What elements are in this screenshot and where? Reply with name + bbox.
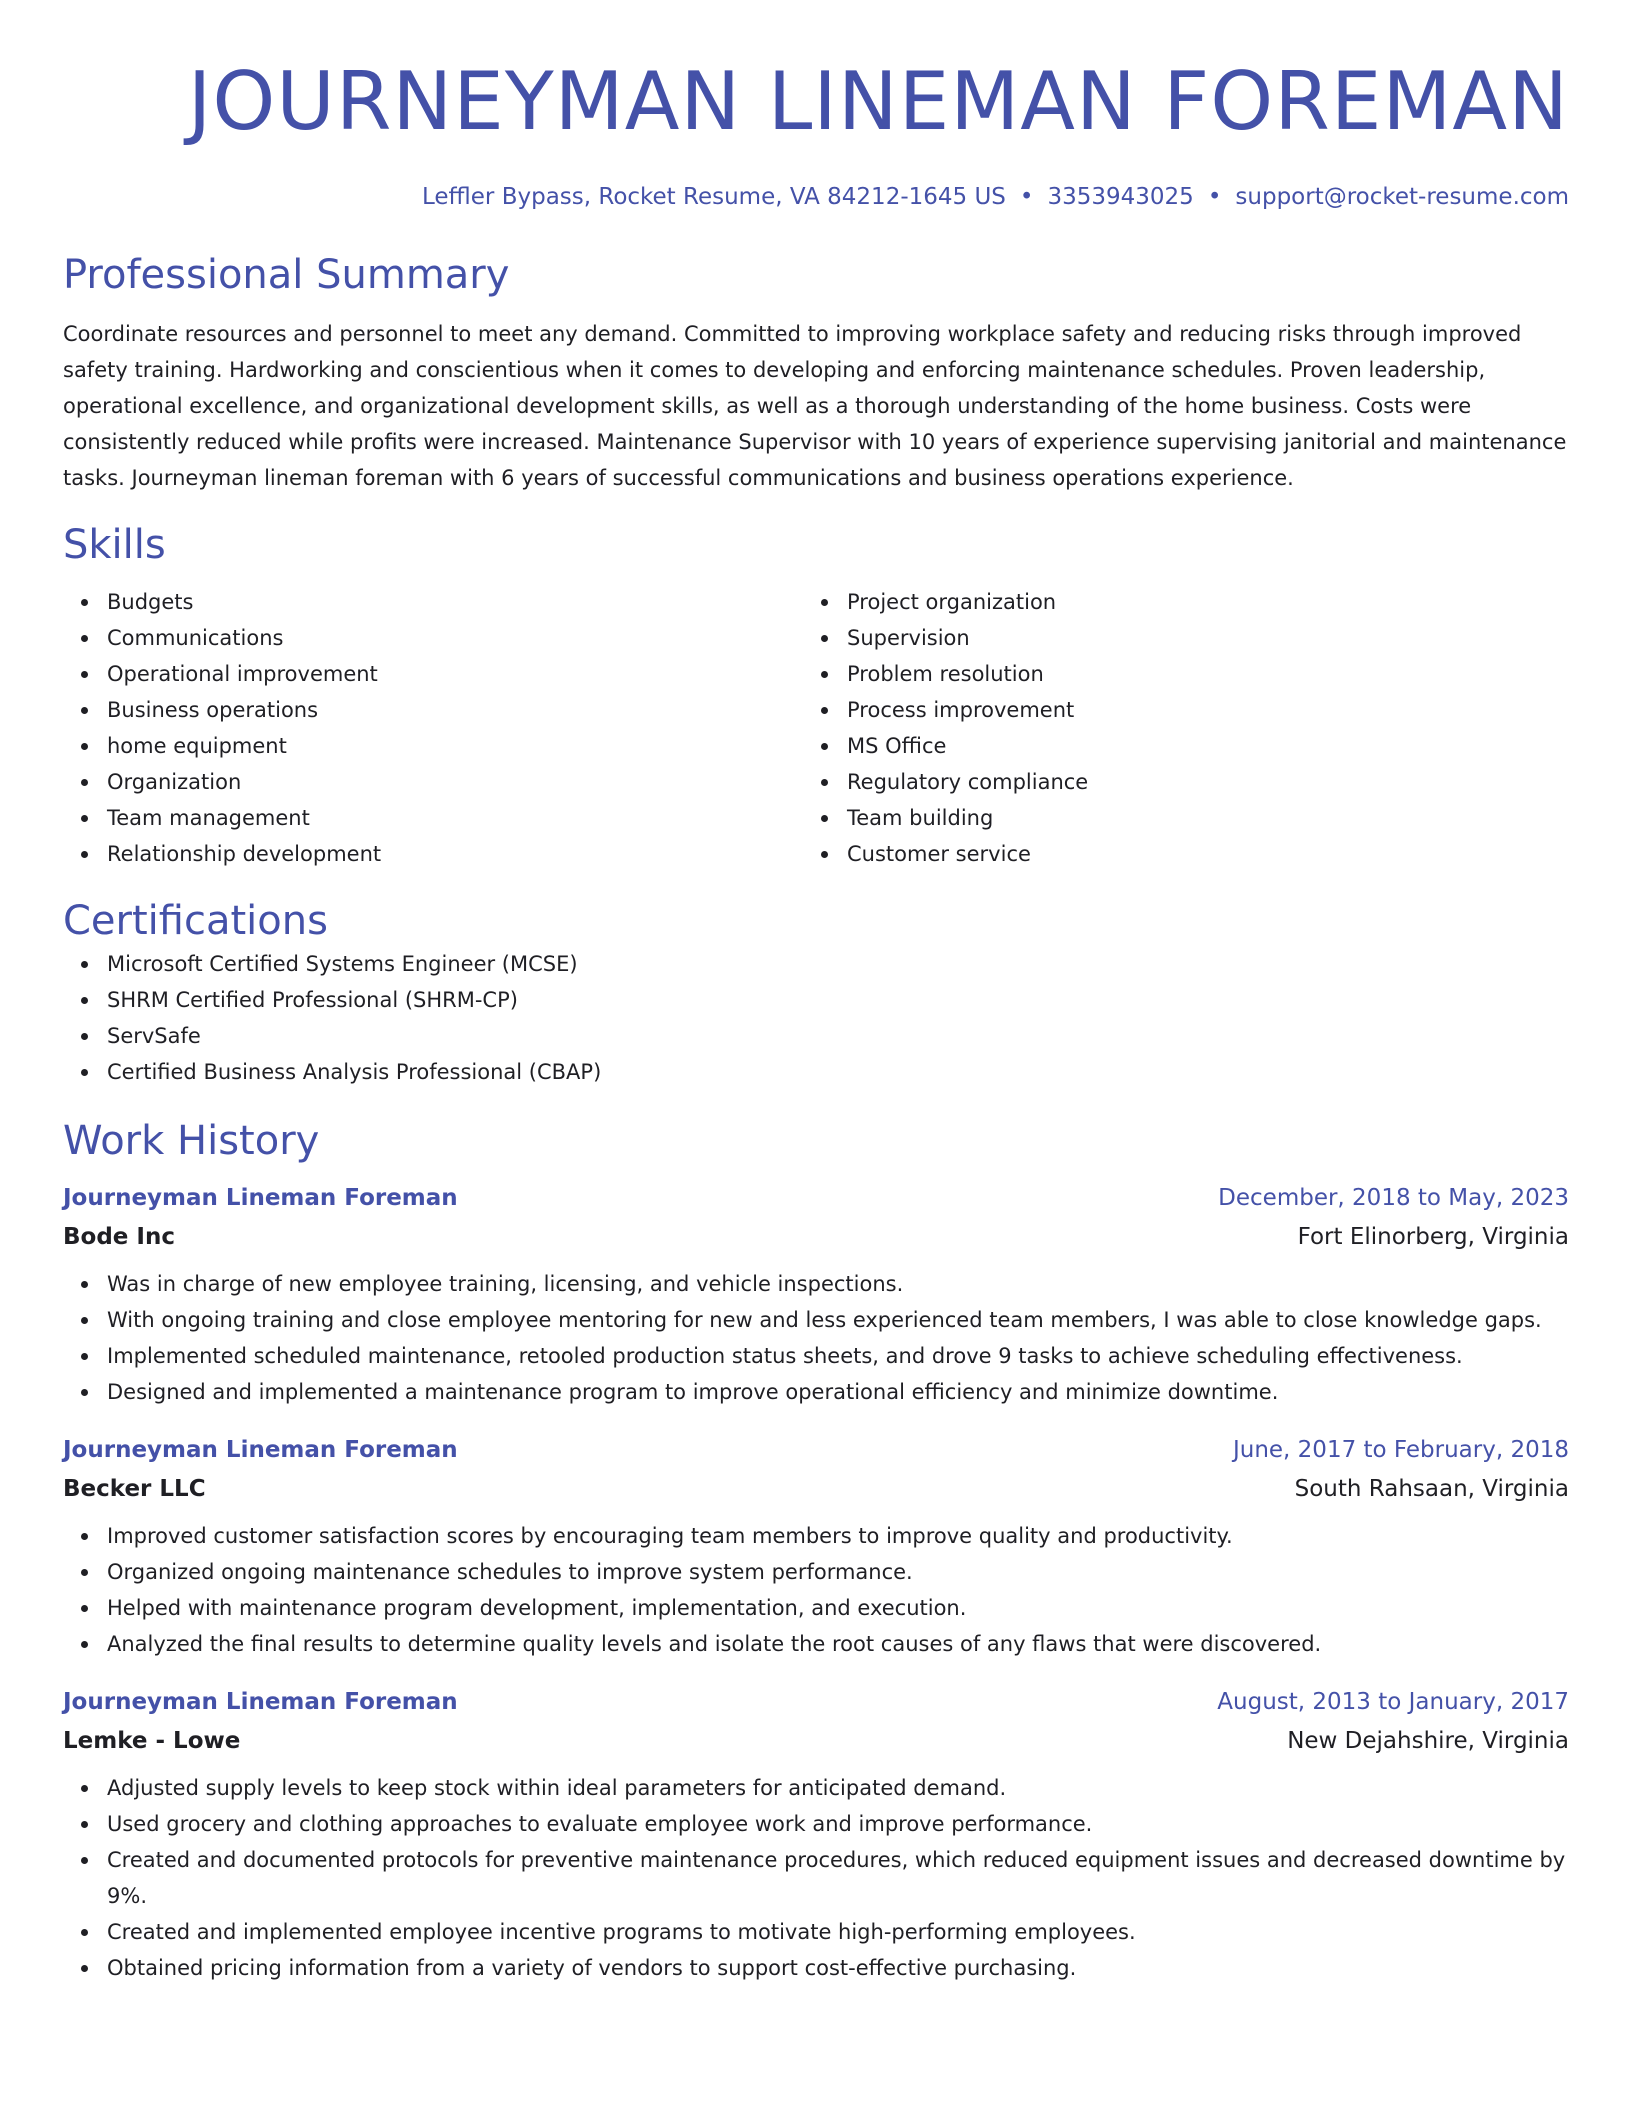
contact-separator: • bbox=[1019, 184, 1034, 210]
job-duty-item: Organized ongoing maintenance schedules to improve system performance. bbox=[107, 1554, 1569, 1590]
job-employer-row bbox=[63, 1468, 1569, 1510]
job-employer-row bbox=[63, 1216, 1569, 1258]
job-duty-item: Used grocery and clothing approaches to evaluate employee work and improve performance. bbox=[107, 1806, 1569, 1842]
certification-item: SHRM Certified Professional (SHRM-CP) bbox=[107, 982, 1569, 1018]
skill-item: Project organization bbox=[847, 584, 1543, 620]
job-duty-item: Created and implemented employee incentive programs to motivate high-performing employees. bbox=[107, 1914, 1569, 1950]
skill-item: Team management bbox=[107, 800, 803, 836]
job-duties-list bbox=[63, 1518, 1569, 1662]
contact-separator: • bbox=[1207, 184, 1222, 210]
job-entry bbox=[63, 1684, 1569, 1986]
candidate-name: JOURNEYMAN LINEMAN FOREMAN bbox=[187, 55, 1569, 148]
job-entry bbox=[63, 1180, 1569, 1410]
skill-item: Communications bbox=[107, 620, 803, 656]
skill-item: MS Office bbox=[847, 728, 1543, 764]
skill-item: Business operations bbox=[107, 692, 803, 728]
skill-item: Team building bbox=[847, 800, 1543, 836]
job-duties-list bbox=[63, 1266, 1569, 1410]
skill-item: Relationship development bbox=[107, 836, 803, 872]
contact-line bbox=[63, 182, 1569, 212]
job-location: South Rahsaan, Virginia bbox=[1294, 1476, 1569, 1502]
job-dates: June, 2017 to February, 2018 bbox=[1232, 1437, 1569, 1463]
skill-item: Problem resolution bbox=[847, 656, 1543, 692]
job-duty-item: Obtained pricing information from a variety of vendors to support cost-effective purchasing. bbox=[107, 1950, 1569, 1986]
skills-heading: Skills bbox=[63, 522, 166, 568]
job-company: Becker LLC bbox=[63, 1476, 206, 1502]
job-title: Journeyman Lineman Foreman bbox=[63, 1689, 458, 1715]
job-header-row bbox=[63, 1180, 1569, 1216]
summary-heading: Professional Summary bbox=[63, 252, 510, 298]
job-duty-item: Implemented scheduled maintenance, retooled production status sheets, and drove 9 tasks to achieve scheduling effectiveness. bbox=[107, 1338, 1569, 1374]
job-duty-item: Analyzed the final results to determine quality levels and isolate the root causes of any flaws that were discovered. bbox=[107, 1626, 1569, 1662]
skills-grid bbox=[63, 584, 1569, 872]
summary-text: Coordinate resources and personnel to meet any demand. Committed to improving workplace safety and reducing risks through improved safety training. Hardworking and conscientious when it comes to developing and enforcing maintenance schedules. Proven leadership, operational excellence, and organizational development skills, as well as a thorough understanding of the home business. Costs were consistently reduced while profits were increased. Maintenance Supervisor with 10 years of experience supervising janitorial and maintenance tasks. Journeyman lineman foreman with 6 years of successful communications and business operations experience. bbox=[63, 322, 1567, 490]
skill-item: Budgets bbox=[107, 584, 803, 620]
job-duty-item: With ongoing training and close employee mentoring for new and less experienced team members, I was able to close knowledge gaps. bbox=[107, 1302, 1569, 1338]
job-duty-item: Created and documented protocols for preventive maintenance procedures, which reduced equipment issues and decreased downtime by 9%. bbox=[107, 1842, 1569, 1914]
job-company: Bode Inc bbox=[63, 1224, 175, 1250]
job-duty-item: Helped with maintenance program development, implementation, and execution. bbox=[107, 1590, 1569, 1626]
job-location: New Dejahshire, Virginia bbox=[1287, 1728, 1569, 1754]
skill-item: Supervision bbox=[847, 620, 1543, 656]
certification-item: ServSafe bbox=[107, 1018, 1569, 1054]
job-company: Lemke - Lowe bbox=[63, 1728, 241, 1754]
certifications-heading: Certifications bbox=[63, 898, 328, 944]
job-title: Journeyman Lineman Foreman bbox=[63, 1185, 458, 1211]
job-dates: August, 2013 to January, 2017 bbox=[1217, 1689, 1569, 1715]
skill-item: Process improvement bbox=[847, 692, 1543, 728]
skill-item: Organization bbox=[107, 764, 803, 800]
job-duty-item: Designed and implemented a maintenance program to improve operational efficiency and minimize downtime. bbox=[107, 1374, 1569, 1410]
job-header-row bbox=[63, 1684, 1569, 1720]
certification-item: Certified Business Analysis Professional (CBAP) bbox=[107, 1054, 1569, 1090]
certification-item: Microsoft Certified Systems Engineer (MCSE) bbox=[107, 946, 1569, 982]
job-entry bbox=[63, 1432, 1569, 1662]
job-dates: December, 2018 to May, 2023 bbox=[1218, 1185, 1569, 1211]
job-duty-item: Adjusted supply levels to keep stock within ideal parameters for anticipated demand. bbox=[107, 1770, 1569, 1806]
contact-email: support@rocket-resume.com bbox=[1235, 184, 1569, 210]
job-location: Fort Elinorberg, Virginia bbox=[1297, 1224, 1569, 1250]
contact-address: Leffler Bypass, Rocket Resume, VA 84212-1645 US bbox=[421, 184, 1006, 210]
skill-item: Customer service bbox=[847, 836, 1543, 872]
skills-list-left bbox=[63, 584, 803, 872]
work-history-heading: Work History bbox=[63, 1118, 320, 1164]
contact-phone: 3353943025 bbox=[1047, 184, 1194, 210]
certifications-list bbox=[63, 946, 1569, 1090]
skills-list-right bbox=[803, 584, 1543, 872]
job-title: Journeyman Lineman Foreman bbox=[63, 1437, 458, 1463]
skill-item: home equipment bbox=[107, 728, 803, 764]
job-header-row bbox=[63, 1432, 1569, 1468]
job-employer-row bbox=[63, 1720, 1569, 1762]
skill-item: Operational improvement bbox=[107, 656, 803, 692]
job-duty-item: Improved customer satisfaction scores by encouraging team members to improve quality and productivity. bbox=[107, 1518, 1569, 1554]
skill-item: Regulatory compliance bbox=[847, 764, 1543, 800]
skills-column-right bbox=[803, 584, 1543, 872]
job-duty-item: Was in charge of new employee training, licensing, and vehicle inspections. bbox=[107, 1266, 1569, 1302]
job-duties-list bbox=[63, 1770, 1569, 1986]
skills-column-left bbox=[63, 584, 803, 872]
